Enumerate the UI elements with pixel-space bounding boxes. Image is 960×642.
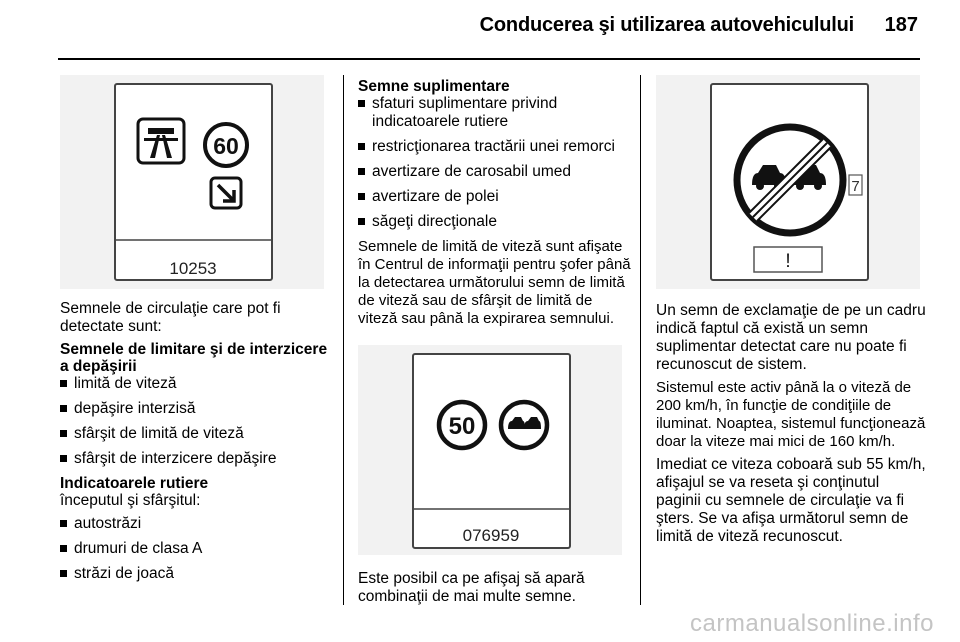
list-item: străzi de joacă — [60, 565, 336, 583]
column-2-caption-block — [358, 570, 634, 611]
bullet-icon — [60, 545, 67, 552]
list-item: autostrăzi — [60, 515, 336, 533]
col2-caption: Este posibil ca pe afişaj să apară combinaţii de mai multe semne. — [358, 570, 585, 605]
column-1 — [60, 300, 336, 590]
list-item: limită de viteză — [60, 375, 336, 393]
col3-paragraph-1: Un semn de exclamaţie de pe un cadru indică faptul că există un semn suplimentar detectat care nu poate fi recunoscut de sistem. — [656, 302, 926, 373]
col1-section1-heading: Semnele de limitare şi de interzicere a depăşirii — [60, 341, 328, 375]
column-separator-1 — [343, 75, 344, 605]
side-label-box — [849, 175, 862, 195]
speed-limit-icon — [205, 124, 247, 166]
figure-illustration — [358, 345, 622, 555]
figure-illustration — [60, 75, 324, 289]
list-item: sfaturi suplimentare privind indicatoarele rutiere — [358, 95, 634, 131]
bullet-icon — [60, 380, 67, 387]
figure-illustration — [656, 75, 920, 289]
list-item: avertizare de carosabil umed — [358, 163, 634, 181]
col2-list — [358, 95, 634, 231]
col3-paragraph-3: Imediat ce viteza coboară sub 55 km/h, afişajul se va reseta şi conţinutul paginii cu semnele de circulaţie va fi şters. Se va afişa următorul semn de limită de viteză recunoscut. — [656, 456, 926, 545]
list-item: restricţionarea tractării unei remorci — [358, 138, 634, 156]
figure-motorway-speed-sign — [60, 75, 324, 289]
page-number: 187 — [884, 14, 918, 36]
col1-section1-list — [60, 375, 336, 468]
figure1-number: 10253 — [169, 259, 217, 278]
bullet-icon — [358, 100, 365, 107]
column-2 — [358, 78, 634, 333]
col1-section2-list — [60, 515, 336, 583]
figure3-side-label: 7 — [851, 178, 860, 195]
list-item: drumuri de clasa A — [60, 540, 336, 558]
figure-combined-signs — [358, 345, 622, 555]
list-item: avertizare de polei — [358, 188, 634, 206]
col2-section-heading: Semne suplimentare — [358, 78, 510, 95]
figure2-number: 076959 — [462, 526, 520, 545]
bullet-icon — [60, 520, 67, 527]
bullet-icon — [358, 168, 365, 175]
column-3 — [656, 302, 926, 551]
arrow-icon — [211, 178, 241, 208]
col1-section2-heading: Indicatoarele rutiere — [60, 475, 209, 492]
motorway-icon — [138, 119, 184, 163]
figure-end-of-restriction-sign — [656, 75, 920, 289]
col3-paragraph-2: Sistemul este activ până la o viteză de 200 km/h, în funcţie de condiţiile de iluminat. Noaptea, sistemul funcţionează doar la viteze mai mici de 160 km/h. — [656, 379, 926, 450]
bullet-icon — [358, 218, 365, 225]
col2-paragraph: Semnele de limită de viteză sunt afişate în Centrul de informaţii pentru şofer până la detectarea următorului semn de limită de viteză sau de sfârşit de limită de viteză sau până la expirarea semnului. — [358, 238, 631, 327]
list-item: sfârşit de interzicere depăşire — [60, 450, 336, 468]
bullet-icon — [60, 455, 67, 462]
bullet-icon — [358, 143, 365, 150]
bullet-icon — [60, 430, 67, 437]
speed-limit-icon — [439, 402, 485, 448]
exclamation-box — [754, 247, 822, 272]
header-rule — [58, 58, 920, 60]
figure1-speed-value: 60 — [213, 133, 239, 159]
col1-section2-intro: începutul şi sfârşitul: — [60, 492, 201, 509]
end-no-overtaking-icon — [737, 127, 843, 233]
no-overtaking-icon — [501, 402, 547, 448]
list-item: sfârşit de limită de viteză — [60, 425, 336, 443]
col1-intro: Semnele de circulaţie care pot fi detectate sunt: — [60, 300, 281, 335]
list-item: săgeţi direcţionale — [358, 213, 634, 231]
page-header-title: Conducerea şi utilizarea autovehiculului — [479, 14, 854, 36]
watermark: carmanualsonline.info — [690, 610, 934, 637]
bullet-icon — [358, 193, 365, 200]
column-separator-2 — [640, 75, 641, 605]
list-item: depăşire interzisă — [60, 400, 336, 418]
exclamation-icon: ! — [785, 251, 791, 272]
bullet-icon — [60, 405, 67, 412]
figure2-speed-value: 50 — [448, 413, 476, 440]
bullet-icon — [60, 570, 67, 577]
